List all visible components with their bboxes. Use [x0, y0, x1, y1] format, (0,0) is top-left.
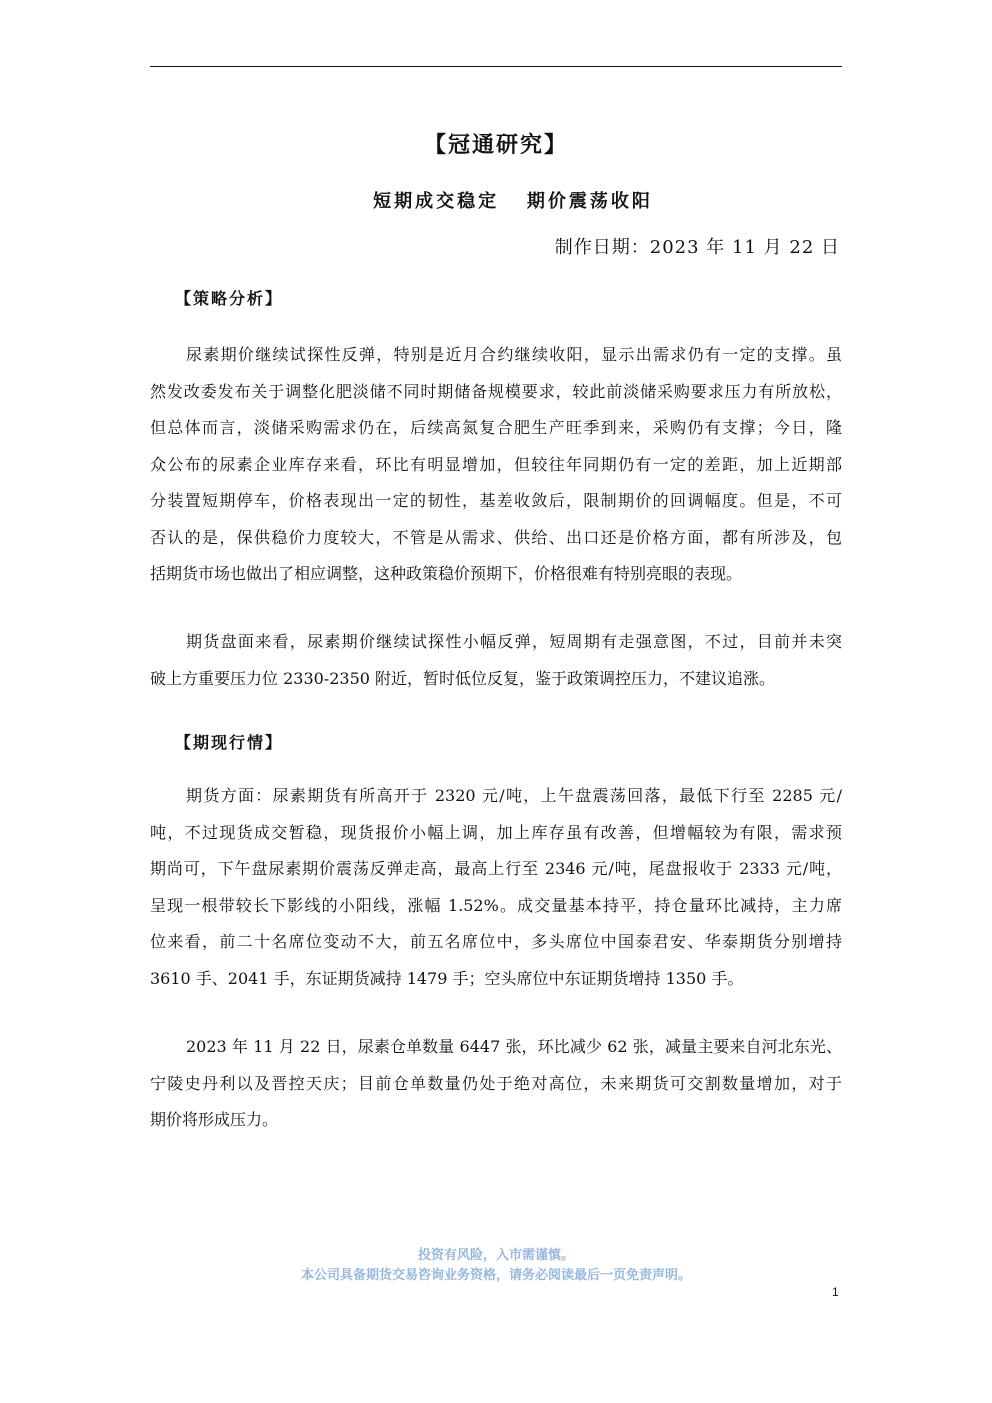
strategy-paragraph-1 — [150, 337, 842, 593]
text-line: 但总体而言，淡储采购需求仍在，后续高氮复合肥生产旺季到来，采购仍有支撑；今日，隆 — [150, 418, 842, 437]
text-line: 期货方面：尿素期货有所高开于 2320 元/吨，上午盘震荡回落，最低下行至 2285 元/ — [186, 786, 842, 805]
market-paragraph-2 — [150, 1029, 842, 1139]
text-line: 然发改委发布关于调整化肥淡储不同时期储备规模要求，较此前淡储采购要求压力有所放松， — [150, 381, 842, 401]
strategy-heading: 【策略分析】 — [175, 289, 284, 308]
header-rule — [150, 66, 842, 67]
text-line: 3610 手、2041 手，东证期货减持 1479 手；空头席位中东证期货增持 1350 手。 — [150, 968, 744, 988]
text-line: 期尚可，下午盘尿素期价震荡反弹走高，最高上行至 2346 元/吨，尾盘报收于 2333 元/吨， — [150, 859, 842, 878]
strategy-paragraph-2 — [150, 624, 842, 697]
text-line: 众公布的尿素企业库存来看，环比有明显增加，但较往年同期仍有一定的差距，加上近期部 — [150, 454, 842, 474]
page-number: 1 — [832, 1285, 839, 1299]
text-line: 破上方重要压力位 2330-2350 附近，暂时低位反复，鉴于政策调控压力，不建议追涨。 — [150, 668, 776, 688]
disclaimer-notice: 本公司具备期货交易咨询业务资格，请务必阅读最后一页免责声明。 — [300, 1268, 691, 1283]
text-line: 吨，不过现货成交暂稳，现货报价小幅上调，加上库存虽有改善，但增幅较为有限，需求预 — [150, 822, 842, 842]
text-line: 2023 年 11 月 22 日，尿素仓单数量 6447 张，环比减少 62 张，减量主要来自河北东光、 — [186, 1037, 842, 1056]
text-line: 否认的是，保供稳价力度较大，不管是从需求、供给、出口还是价格方面，都有所涉及，包 — [150, 527, 842, 547]
brand-title: 【冠通研究】 — [423, 132, 568, 158]
market-heading: 【期现行情】 — [175, 733, 284, 752]
report-title: 短期成交稳定 期价震荡收阳 — [373, 191, 653, 212]
text-line: 呈现一根带较长下影线的小阳线，涨幅 1.52%。成交量基本持平，持仓量环比减持，主力席 — [150, 895, 842, 915]
risk-warning: 投资有风险，入市需谨慎。 — [417, 1248, 574, 1263]
market-paragraph-1 — [150, 778, 842, 997]
text-line: 宁陵史丹利以及晋控天庆；目前仓单数量仍处于绝对高位，未来期货可交割数量增加，对于 — [150, 1073, 842, 1093]
report-date: 制作日期：2023 年 11 月 22 日 — [554, 237, 840, 258]
text-line: 分装置短期停车，价格表现出一定的韧性，基差收敛后，限制期价的回调幅度。但是，不可 — [150, 491, 842, 510]
text-line: 期货盘面来看，尿素期价继续试探性小幅反弹，短周期有走强意图，不过，目前并未突 — [186, 632, 842, 651]
text-line: 位来看，前二十名席位变动不大，前五名席位中，多头席位中国泰君安、华泰期货分别增持 — [150, 932, 842, 951]
text-line: 期价将形成压力。 — [150, 1110, 279, 1129]
text-line: 尿素期价继续试探性反弹，特别是近月合约继续收阳，显示出需求仍有一定的支撑。虽 — [186, 345, 842, 364]
text-line: 括期货市场也做出了相应调整，这种政策稳价预期下，价格很难有特别亮眼的表现。 — [150, 564, 743, 583]
